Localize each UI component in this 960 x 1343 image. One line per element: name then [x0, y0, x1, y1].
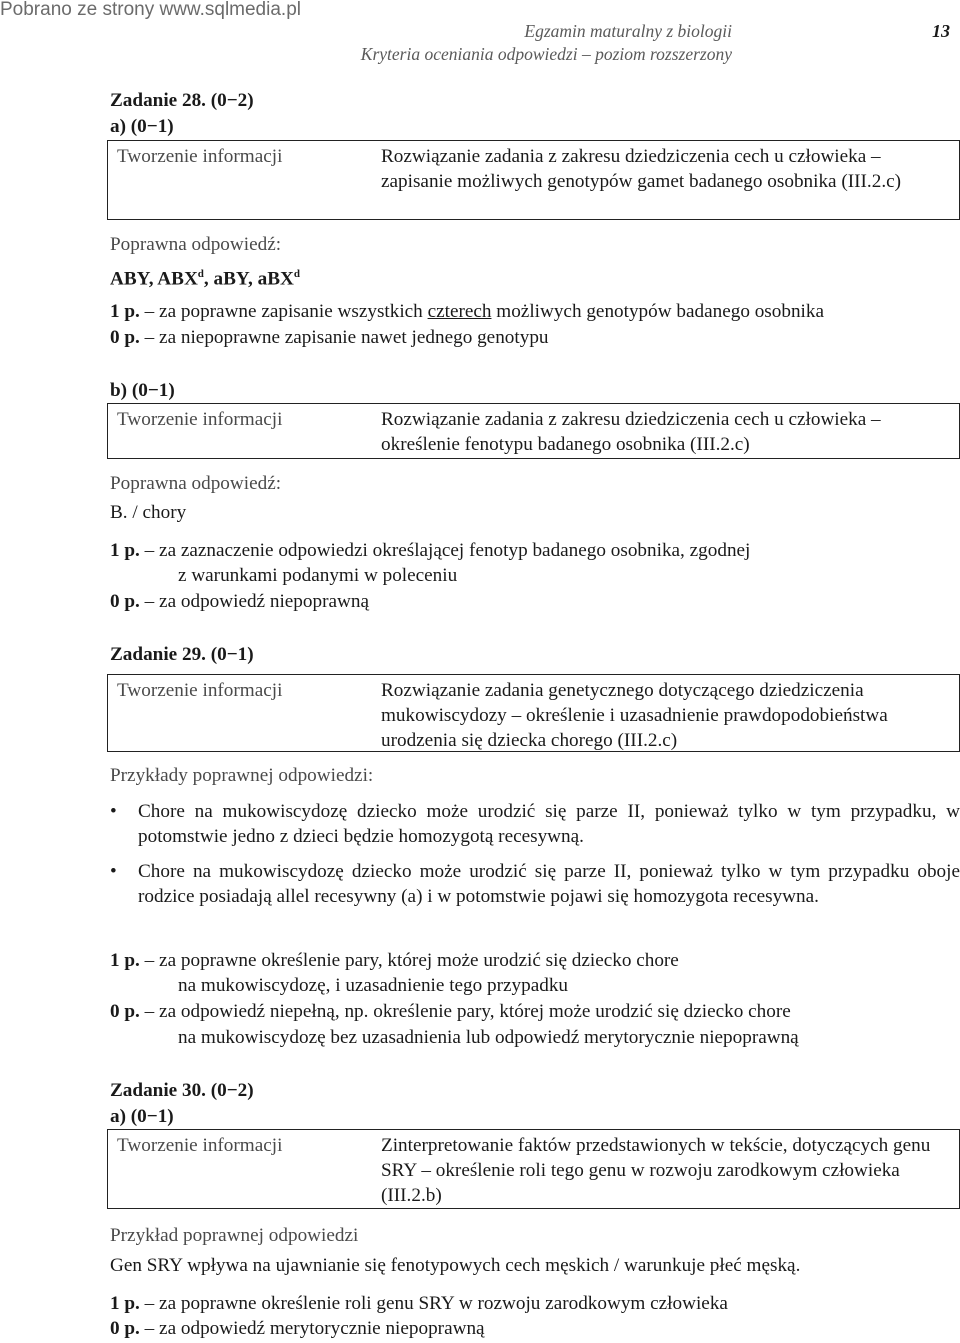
task-28a-score-1	[110, 299, 960, 324]
task-28a-label: a) (0−1)	[110, 116, 174, 137]
score-points: 0 p.	[110, 1318, 140, 1339]
score-text: możliwych genotypów badanego osobnika	[491, 301, 824, 322]
score-points: 1 p.	[110, 301, 140, 322]
skill-category-label: Tworzenie informacji	[117, 680, 283, 701]
score-points: 0 p.	[110, 591, 140, 612]
task-29-examples-label: Przykłady poprawnej odpowiedzi:	[110, 765, 374, 786]
answer-superscript: d	[293, 268, 300, 280]
score-text-continued: z warunkami podanymi w poleceniu	[178, 565, 458, 586]
task-30a-example-answer: Gen SRY wpływa na ujawnianie się fenotypowych cech męskich / warunkuje płeć męską.	[110, 1255, 801, 1276]
skill-category-label: Tworzenie informacji	[117, 146, 283, 167]
requirement-description: Rozwiązanie zadania genetycznego dotyczącego dziedziczenia mukowiscydozy – określenie i uzasadnienie prawdopodobieństwa urodzenia się dziecka chorego (III.2.c)	[381, 680, 888, 751]
score-points: 0 p.	[110, 327, 140, 348]
answer-part: ABY, ABX	[110, 268, 198, 290]
task-29-score-0	[110, 999, 960, 1024]
score-text: – za poprawne określenie roli genu SRY w rozwoju zarodkowym człowieka	[139, 1293, 728, 1314]
task-29-score-1	[110, 948, 960, 973]
score-text-continued: na mukowiscydozę bez uzasadnienia lub odpowiedź merytorycznie niepoprawną	[178, 1027, 799, 1048]
skill-category-label: Tworzenie informacji	[117, 409, 283, 430]
task-29-score-0-continued	[110, 1025, 960, 1050]
task-28a-requirement-box	[107, 140, 960, 220]
score-points: 1 p.	[110, 540, 140, 561]
score-points: 0 p.	[110, 1001, 140, 1022]
task-30a-requirement-box	[107, 1129, 960, 1209]
task-28a-score-0	[110, 325, 960, 350]
page-header	[361, 20, 732, 66]
task-28b-requirement-box	[107, 403, 960, 459]
header-criteria-subtitle: Kryteria oceniania odpowiedzi – poziom rozszerzony	[360, 44, 732, 64]
task-29-title: Zadanie 29. (0−1)	[110, 644, 254, 665]
score-text-underlined: czterech	[427, 301, 492, 322]
score-points: 1 p.	[110, 950, 140, 971]
score-text: – za odpowiedź niepoprawną	[139, 591, 369, 612]
task-28a-answer	[110, 262, 300, 291]
score-text: – za poprawne określenie pary, której może urodzić się dziecko chore	[139, 950, 679, 971]
watermark: Pobrano ze strony www.sqlmedia.pl	[0, 0, 301, 20]
task-28a-answer-label: Poprawna odpowiedź:	[110, 234, 282, 255]
requirement-description: Rozwiązanie zadania z zakresu dziedziczenia cech u człowieka – określenie fenotypu badanego osobnika (III.2.c)	[381, 409, 881, 455]
skill-category-label: Tworzenie informacji	[117, 1135, 283, 1156]
list-item: • Chore na mukowiscydozę dziecko może urodzić się parze II, ponieważ tylko w tym przypadku, w potomstwie jedno z dzieci będzie homozygotą recesywną.	[110, 799, 960, 849]
task-28b-score-1	[110, 538, 960, 563]
answer-part: , aBY, aBX	[203, 268, 294, 290]
task-28b-label: b) (0−1)	[110, 380, 175, 401]
task-30a-score-1	[110, 1291, 960, 1316]
task-29-example-list	[110, 799, 960, 909]
answer-superscript: d	[197, 268, 204, 280]
list-item: • Chore na mukowiscydozę dziecko może urodzić się parze II, ponieważ tylko w tym przypadku oboje rodzice posiadają allel recesywny (a) i w potomstwie pojawi się homozygota recesywna.	[110, 859, 960, 909]
score-text-continued: na mukowiscydozę, i uzasadnienie tego przypadku	[178, 975, 569, 996]
task-28b-score-1-continued	[110, 563, 960, 588]
task-30a-label: a) (0−1)	[110, 1106, 174, 1127]
task-28-title: Zadanie 28. (0−2)	[110, 90, 254, 111]
score-text: – za odpowiedź niepełną, np. określenie pary, której może urodzić się dziecko chore	[139, 1001, 791, 1022]
score-text: – za odpowiedź merytorycznie niepoprawną	[139, 1318, 485, 1339]
task-30a-example-label: Przykład poprawnej odpowiedzi	[110, 1225, 359, 1246]
requirement-description: Zinterpretowanie faktów przedstawionych w tekście, dotyczących genu SRY – określenie roli tego genu w rozwoju zarodkowym człowieka (III.2.b)	[381, 1135, 931, 1206]
header-exam-title: Egzamin maturalny z biologii	[524, 21, 732, 41]
task-29-score-1-continued	[110, 973, 960, 998]
task-28b-score-0	[110, 589, 960, 614]
task-28b-answer-label: Poprawna odpowiedź:	[110, 473, 282, 494]
task-29-requirement-box	[107, 674, 960, 752]
task-28b-answer: B. / chory	[110, 502, 187, 523]
score-points: 1 p.	[110, 1293, 140, 1314]
score-text: – za niepoprawne zapisanie nawet jednego genotypu	[139, 327, 549, 348]
score-text: – za poprawne zapisanie wszystkich	[139, 301, 428, 322]
score-text: – za zaznaczenie odpowiedzi określającej fenotyp badanego osobnika, zgodnej	[139, 540, 751, 561]
task-30-title: Zadanie 30. (0−2)	[110, 1080, 254, 1101]
task-30a-score-0	[110, 1316, 960, 1341]
page-number: 13	[932, 21, 950, 41]
requirement-description: Rozwiązanie zadania z zakresu dziedziczenia cech u człowieka – zapisanie możliwych genotypów gamet badanego osobnika (III.2.c)	[381, 146, 902, 192]
